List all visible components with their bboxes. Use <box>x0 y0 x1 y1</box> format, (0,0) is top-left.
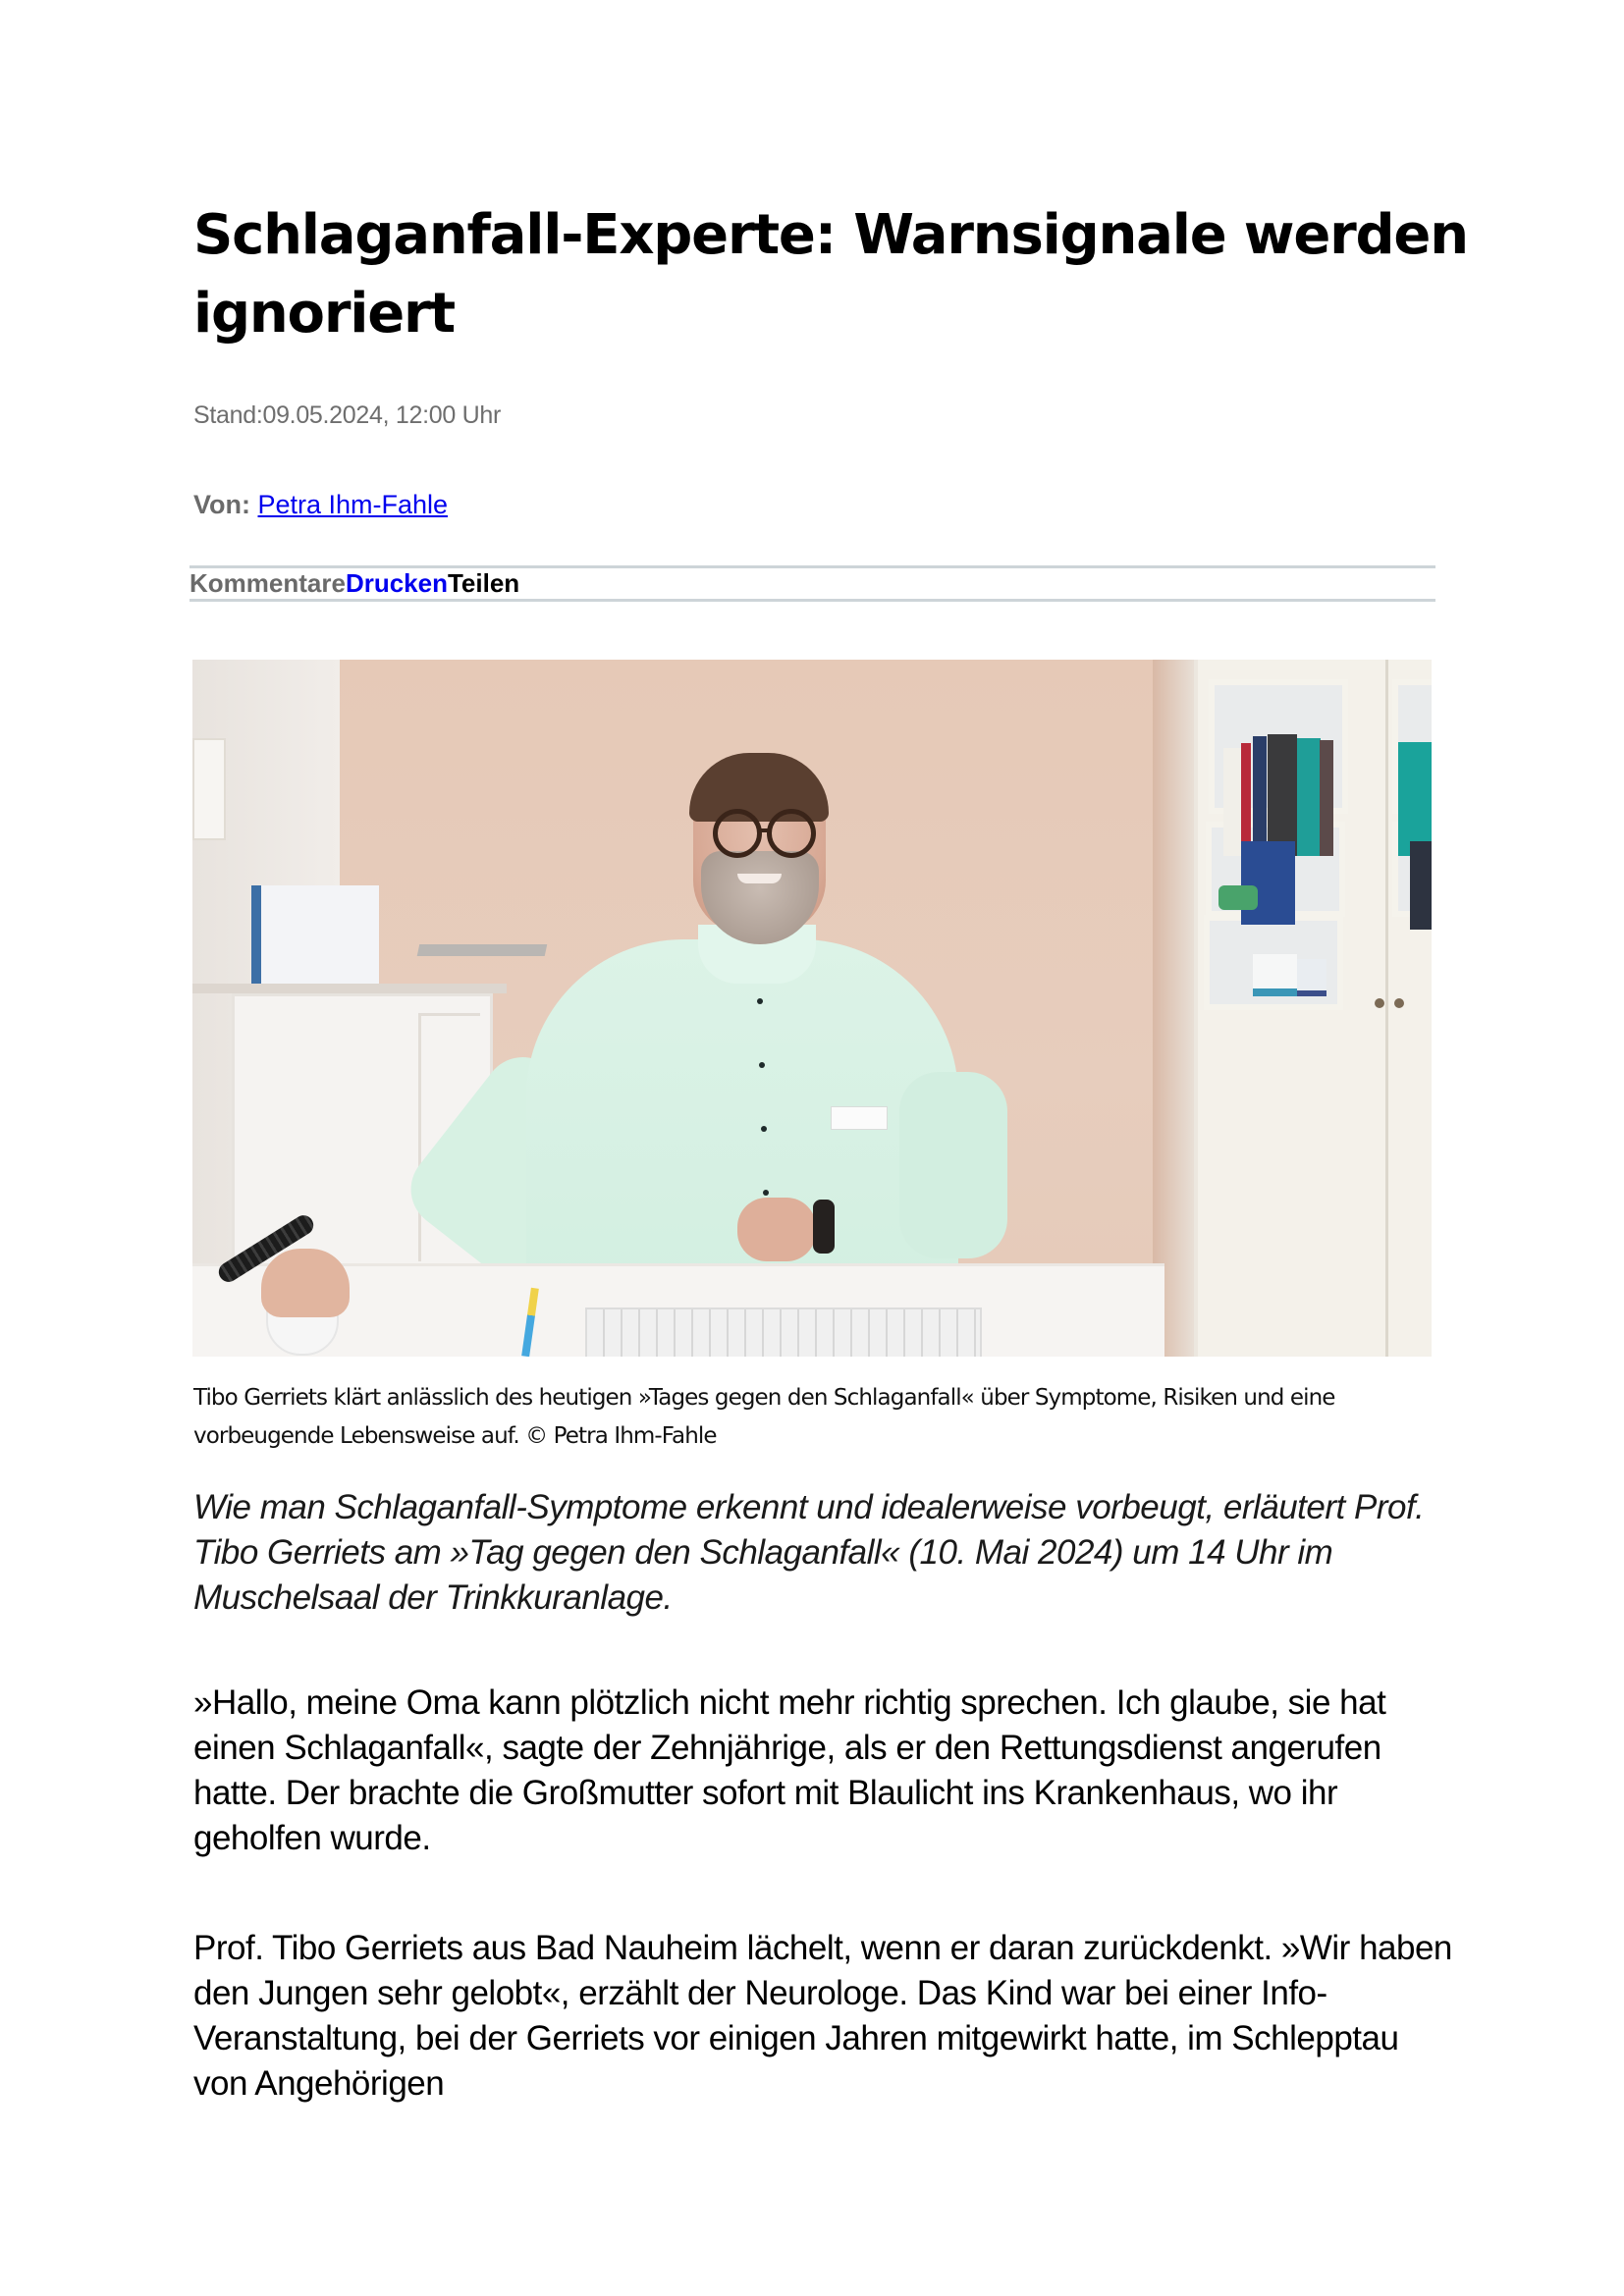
photo-door-knob <box>1375 998 1384 1008</box>
photo-book <box>1320 740 1333 856</box>
article-photo <box>192 660 1432 1357</box>
photo-ornament <box>1218 885 1258 910</box>
photo-fist <box>737 1198 816 1261</box>
photo-laptop <box>417 944 548 956</box>
photo-bookcase-door <box>1385 660 1388 1357</box>
comments-link[interactable]: Kommentare <box>189 568 346 598</box>
photo-poster <box>192 738 226 840</box>
article-paragraph: »Hallo, meine Oma kann plötzlich nicht mehr richtig sprechen. Ich glaube, sie hat einen Schlaganfall«, sagte der Zehnjährige, als er den Rettungsdienst angerufen hatte. Der brachte die Großmutter sofort mit Blaulicht ins Krankenhaus, wo ihr geholfen wurde. <box>193 1683 1386 1857</box>
photo-glasses-right <box>767 809 816 858</box>
photo-glasses-bridge <box>757 828 769 832</box>
publish-date: Stand:09.05.2024, 12:00 Uhr <box>193 401 501 429</box>
photo-shelf <box>192 984 507 993</box>
photo-name-badge <box>831 1106 888 1130</box>
photo-medicine-box <box>1297 959 1326 996</box>
share-link[interactable]: Teilen <box>447 568 520 598</box>
photo-watch <box>813 1200 835 1254</box>
photo-caption: Tibo Gerriets klärt anlässlich des heutigen »Tages gegen den Schlaganfall« über Symptome, Risiken und eine vorbeugende Lebensweise auf. © Petra Ihm-Fahle <box>193 1385 1335 1449</box>
photo-book <box>1398 742 1432 856</box>
photo-door-knob <box>1394 998 1404 1008</box>
photo-brochures <box>251 885 379 993</box>
photo-book <box>1268 734 1297 856</box>
article-title: Schlaganfall-Experte: Warnsignale werden ignoriert <box>193 203 1468 346</box>
photo-medicine-box <box>1253 954 1297 996</box>
photo-arm-right <box>899 1072 1007 1258</box>
photo-smile <box>737 874 782 883</box>
photo-shirt-button <box>761 1126 767 1132</box>
photo-book <box>1410 841 1432 930</box>
photo-shirt-button <box>759 1062 765 1068</box>
photo-book <box>1241 743 1251 856</box>
print-link[interactable]: Drucken <box>345 568 448 598</box>
byline <box>193 490 448 520</box>
article-lead: Wie man Schlaganfall-Symptome erkennt und idealerweise vorbeugt, erläutert Prof. Tibo Gerriets am »Tag gegen den Schlaganfall« (10. Mai 2024) um 14 Uhr im Muschelsaal der Trinkkuranlage. <box>193 1488 1425 1617</box>
photo-glasses-left <box>713 809 762 858</box>
photo-book <box>1297 738 1321 856</box>
photo-book <box>1241 841 1295 925</box>
photo-shirt-button <box>763 1190 769 1196</box>
photo-keyboard <box>585 1308 982 1357</box>
photo-book <box>1253 736 1267 856</box>
photo-shirt-button <box>757 998 763 1004</box>
article-paragraph: Prof. Tibo Gerriets aus Bad Nauheim lächelt, wenn er daran zurückdenkt. »Wir haben den Jungen sehr gelobt«, erzählt der Neurologe. Das Kind war bei einer Info-Veranstaltung, bei der Gerriets vor einigen Jahren mitgewirkt hatte, im Schlepptau von Angehörigen <box>193 1929 1452 2103</box>
author-link[interactable]: Petra Ihm-Fahle <box>257 490 449 519</box>
article-action-bar <box>189 565 1435 602</box>
photo-hand <box>261 1249 350 1317</box>
photo-book <box>1223 748 1241 856</box>
byline-prefix: Von: <box>193 490 250 519</box>
